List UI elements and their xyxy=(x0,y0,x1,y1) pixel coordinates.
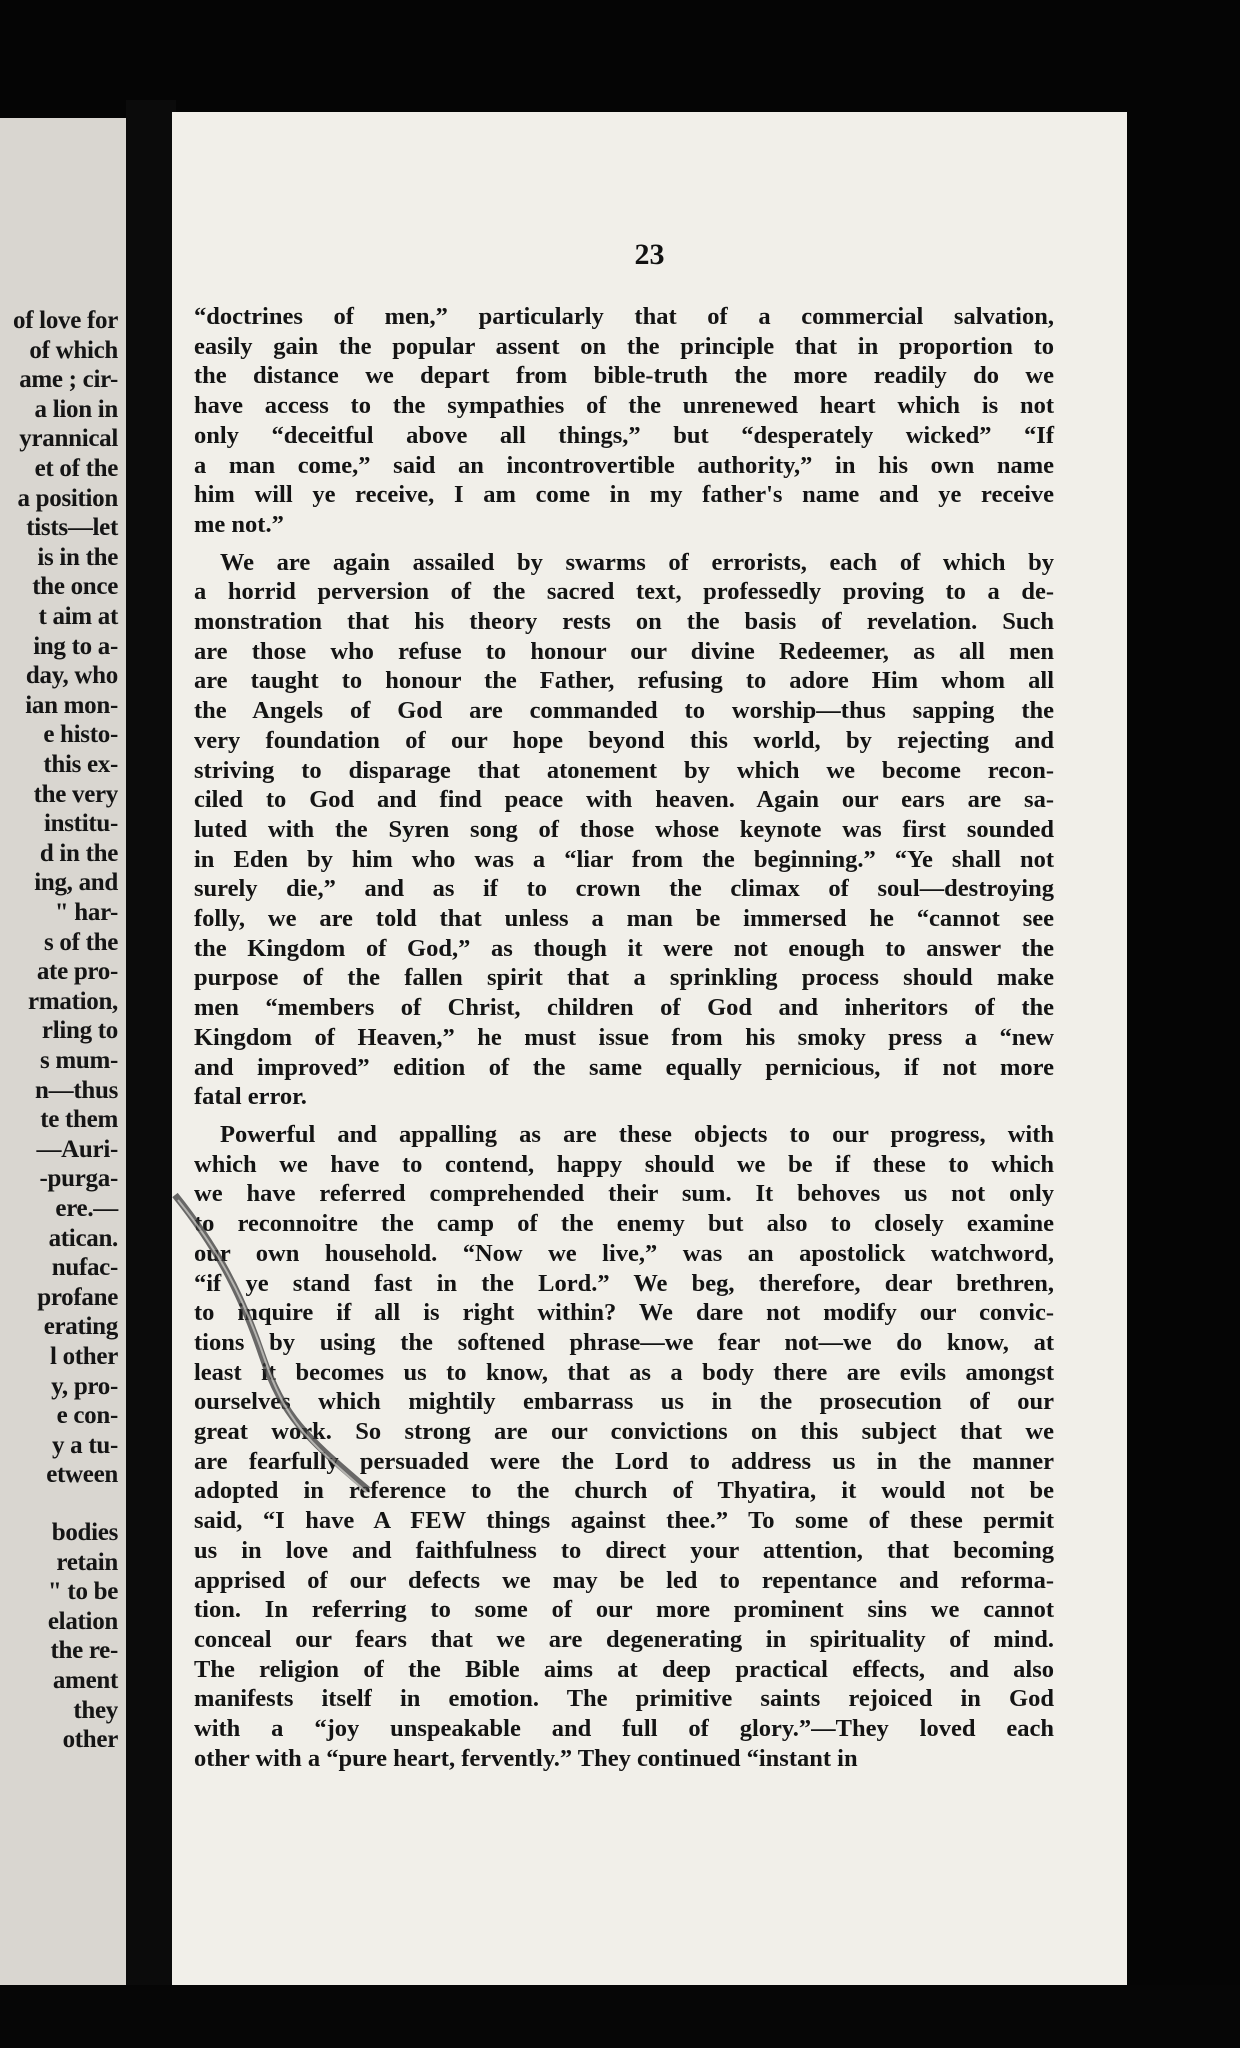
left-page-line: etween xyxy=(46,1461,118,1489)
left-page-line: -purga- xyxy=(39,1165,118,1193)
text-line: ciled to God and find peace with heaven. Again our ears are sa- xyxy=(194,786,1054,814)
left-page-line: t aim at xyxy=(38,603,118,630)
left-page-line: y a tu- xyxy=(52,1431,118,1459)
body-text xyxy=(194,302,1054,1773)
text-line: The religion of the Bible aims at deep practical effects, and also xyxy=(194,1655,1054,1683)
text-line: easily gain the popular assent on the principle that in proportion to xyxy=(194,332,1054,360)
left-page-line: e histo- xyxy=(43,721,118,749)
left-page-line: ate pro- xyxy=(36,958,118,986)
text-line: which we have to contend, happy should we be if these to which xyxy=(194,1150,1054,1178)
text-line: surely die,” and as if to crown the climax of soul—destroying xyxy=(194,875,1054,903)
text-line: purpose of the fallen spirit that a sprinkling process should make xyxy=(194,964,1054,992)
text-line: our own household. “Now we live,” was an apostolick watchword, xyxy=(194,1239,1054,1267)
text-line: ourselves which mightily embarrass us in the prosecution of our xyxy=(194,1388,1054,1416)
left-page-line: retain xyxy=(56,1548,118,1576)
text-line: only “deceitful above all things,” but “desperately wicked” “If xyxy=(194,421,1054,449)
text-line: to inquire if all is right within? We dare not modify our convic- xyxy=(194,1299,1054,1327)
main-page xyxy=(172,112,1127,2004)
left-page-line: " har- xyxy=(54,899,118,926)
left-page-line: rling to xyxy=(41,1017,118,1045)
left-page-line: tists—let xyxy=(26,514,118,542)
text-line: folly, we are told that unless a man be immersed he “cannot see xyxy=(194,905,1054,933)
left-page-line: a position xyxy=(17,484,118,512)
text-line: and improved” edition of the same equally pernicious, if not more xyxy=(194,1053,1054,1081)
text-line: are fearfully persuaded were the Lord to address us in the manner xyxy=(194,1447,1054,1475)
text-line: manifests itself in emotion. The primitive saints rejoiced in God xyxy=(194,1685,1054,1713)
left-page-line: —Auri- xyxy=(36,1135,118,1163)
left-page-line: they xyxy=(73,1696,118,1724)
left-page-line: atican. xyxy=(48,1224,118,1252)
left-page-line: te them xyxy=(40,1106,118,1134)
text-line: least it becomes us to know, that as a body there are evils amongst xyxy=(194,1358,1054,1386)
text-line: the Kingdom of God,” as though it were not enough to answer the xyxy=(194,934,1054,962)
text-line: the Angels of God are commanded to worship—thus sapping the xyxy=(194,697,1054,725)
text-line: fatal error. xyxy=(194,1083,307,1111)
left-page-line: profane xyxy=(37,1283,118,1311)
text-line: tion. In referring to some of our more prominent sins we cannot xyxy=(194,1596,1054,1624)
text-line: striving to disparage that atonement by which we become recon- xyxy=(194,756,1054,784)
left-page-line: ing to a- xyxy=(33,632,118,660)
left-page-line: elation xyxy=(47,1607,118,1635)
text-line: are taught to honour the Father, refusing to adore Him whom all xyxy=(194,667,1054,695)
left-page-line: et of the xyxy=(34,455,118,482)
text-line: a man come,” said an incontrovertible authority,” in his own name xyxy=(194,451,1054,479)
left-page-line: day, who xyxy=(25,662,118,690)
left-page-line: the re- xyxy=(50,1637,118,1665)
left-page-line: rmation, xyxy=(28,987,118,1015)
left-page-line: nufac- xyxy=(51,1254,118,1282)
left-page-line: this ex- xyxy=(43,751,118,778)
text-line: us in love and faithfulness to direct your attention, that becoming xyxy=(194,1536,1054,1564)
paragraph xyxy=(194,548,1054,1112)
scan-border xyxy=(0,1985,1240,2048)
text-line: Kingdom of Heaven,” he must issue from his smoky press a “new xyxy=(194,1023,1054,1051)
text-line: men “members of Christ, children of God and inheritors of the xyxy=(194,994,1054,1022)
text-line: said, “I have A FEW things against thee.” To some of these permit xyxy=(194,1507,1054,1535)
text-line: luted with the Syren song of those whose keynote was first sounded xyxy=(194,815,1054,843)
left-page-line: s mum- xyxy=(39,1047,118,1074)
left-page-line: d in the xyxy=(39,839,118,867)
left-page-line: ing, and xyxy=(34,869,118,897)
left-page-line: erating xyxy=(43,1313,118,1341)
left-page-line: " to be xyxy=(47,1578,118,1606)
text-line: other with a “pure heart, fervently.” They continued “instant in xyxy=(194,1744,858,1772)
text-line: apprised of our defects we may be led to repentance and reforma- xyxy=(194,1566,1054,1594)
paragraph-gap xyxy=(194,540,1054,548)
left-page-line: other xyxy=(62,1726,118,1754)
paragraph xyxy=(194,1120,1054,1773)
left-page-line: y, pro- xyxy=(51,1372,118,1400)
left-page-line: yrannical xyxy=(19,425,118,453)
text-line: him will ye receive, I am come in my father's name and ye receive xyxy=(194,481,1054,509)
text-line: in Eden by him who was a “liar from the beginning.” “Ye shall not xyxy=(194,845,1054,873)
text-line: with a “joy unspeakable and full of glory.”—They loved each xyxy=(194,1715,1054,1743)
left-page-line: ian mon- xyxy=(25,691,118,719)
text-line: have access to the sympathies of the unrenewed heart which is not xyxy=(194,392,1054,420)
left-page-line: of which xyxy=(29,336,118,364)
left-page-fragment xyxy=(0,118,126,2023)
text-line: “if ye stand fast in the Lord.” We beg, therefore, dear brethren, xyxy=(194,1269,1054,1297)
left-page-line: ere.— xyxy=(55,1195,118,1222)
left-page-line: bodies xyxy=(51,1519,118,1546)
text-line: to reconnoitre the camp of the enemy but also to closely examine xyxy=(194,1210,1054,1238)
text-line: monstration that his theory rests on the basis of revelation. Such xyxy=(194,608,1054,636)
left-page-line: the very xyxy=(33,780,118,808)
left-page-line: n—thus xyxy=(35,1076,118,1104)
text-line: a horrid perversion of the sacred text, professedly proving to a de- xyxy=(194,578,1054,606)
left-page-line: s of the xyxy=(44,928,118,956)
text-line: very foundation of our hope beyond this world, by rejecting and xyxy=(194,726,1054,754)
paragraph xyxy=(194,302,1054,540)
text-line: We are again assailed by swarms of errorists, each of which by xyxy=(220,548,1054,576)
text-line: conceal our fears that we are degenerating in spirituality of mind. xyxy=(194,1625,1054,1653)
left-page-line: a lion in xyxy=(34,395,118,423)
left-page-line: is in the xyxy=(37,543,118,571)
text-line: “doctrines of men,” particularly that of a commercial salvation, xyxy=(194,303,1054,330)
left-page-line: of love for xyxy=(13,307,118,334)
text-line: tions by using the softened phrase—we fear not—we do know, at xyxy=(194,1328,1054,1356)
page-number: 23 xyxy=(634,238,665,271)
text-line: adopted in reference to the church of Thyatira, it would not be xyxy=(194,1477,1054,1505)
paragraph-gap xyxy=(194,1112,1054,1120)
text-line: we have referred comprehended their sum. It behoves us not only xyxy=(194,1180,1054,1208)
left-page-line: ament xyxy=(52,1667,118,1694)
text-line: the distance we depart from bible-truth the more readily do we xyxy=(194,362,1054,390)
text-line: great work. So strong are our convictions on this subject that we xyxy=(194,1418,1054,1446)
book-gutter xyxy=(126,100,176,2040)
text-line: me not.” xyxy=(194,510,284,538)
text-line: Powerful and appalling as are these objects to our progress, with xyxy=(220,1120,1054,1148)
text-line: are those who refuse to honour our divine Redeemer, as all men xyxy=(194,637,1054,665)
left-page-line: e con- xyxy=(56,1402,118,1430)
left-page-line: the once xyxy=(32,573,118,601)
left-page-line: l other xyxy=(49,1343,118,1370)
left-page-line: ame ; cir- xyxy=(19,366,118,394)
left-page-line: institu- xyxy=(43,810,118,838)
